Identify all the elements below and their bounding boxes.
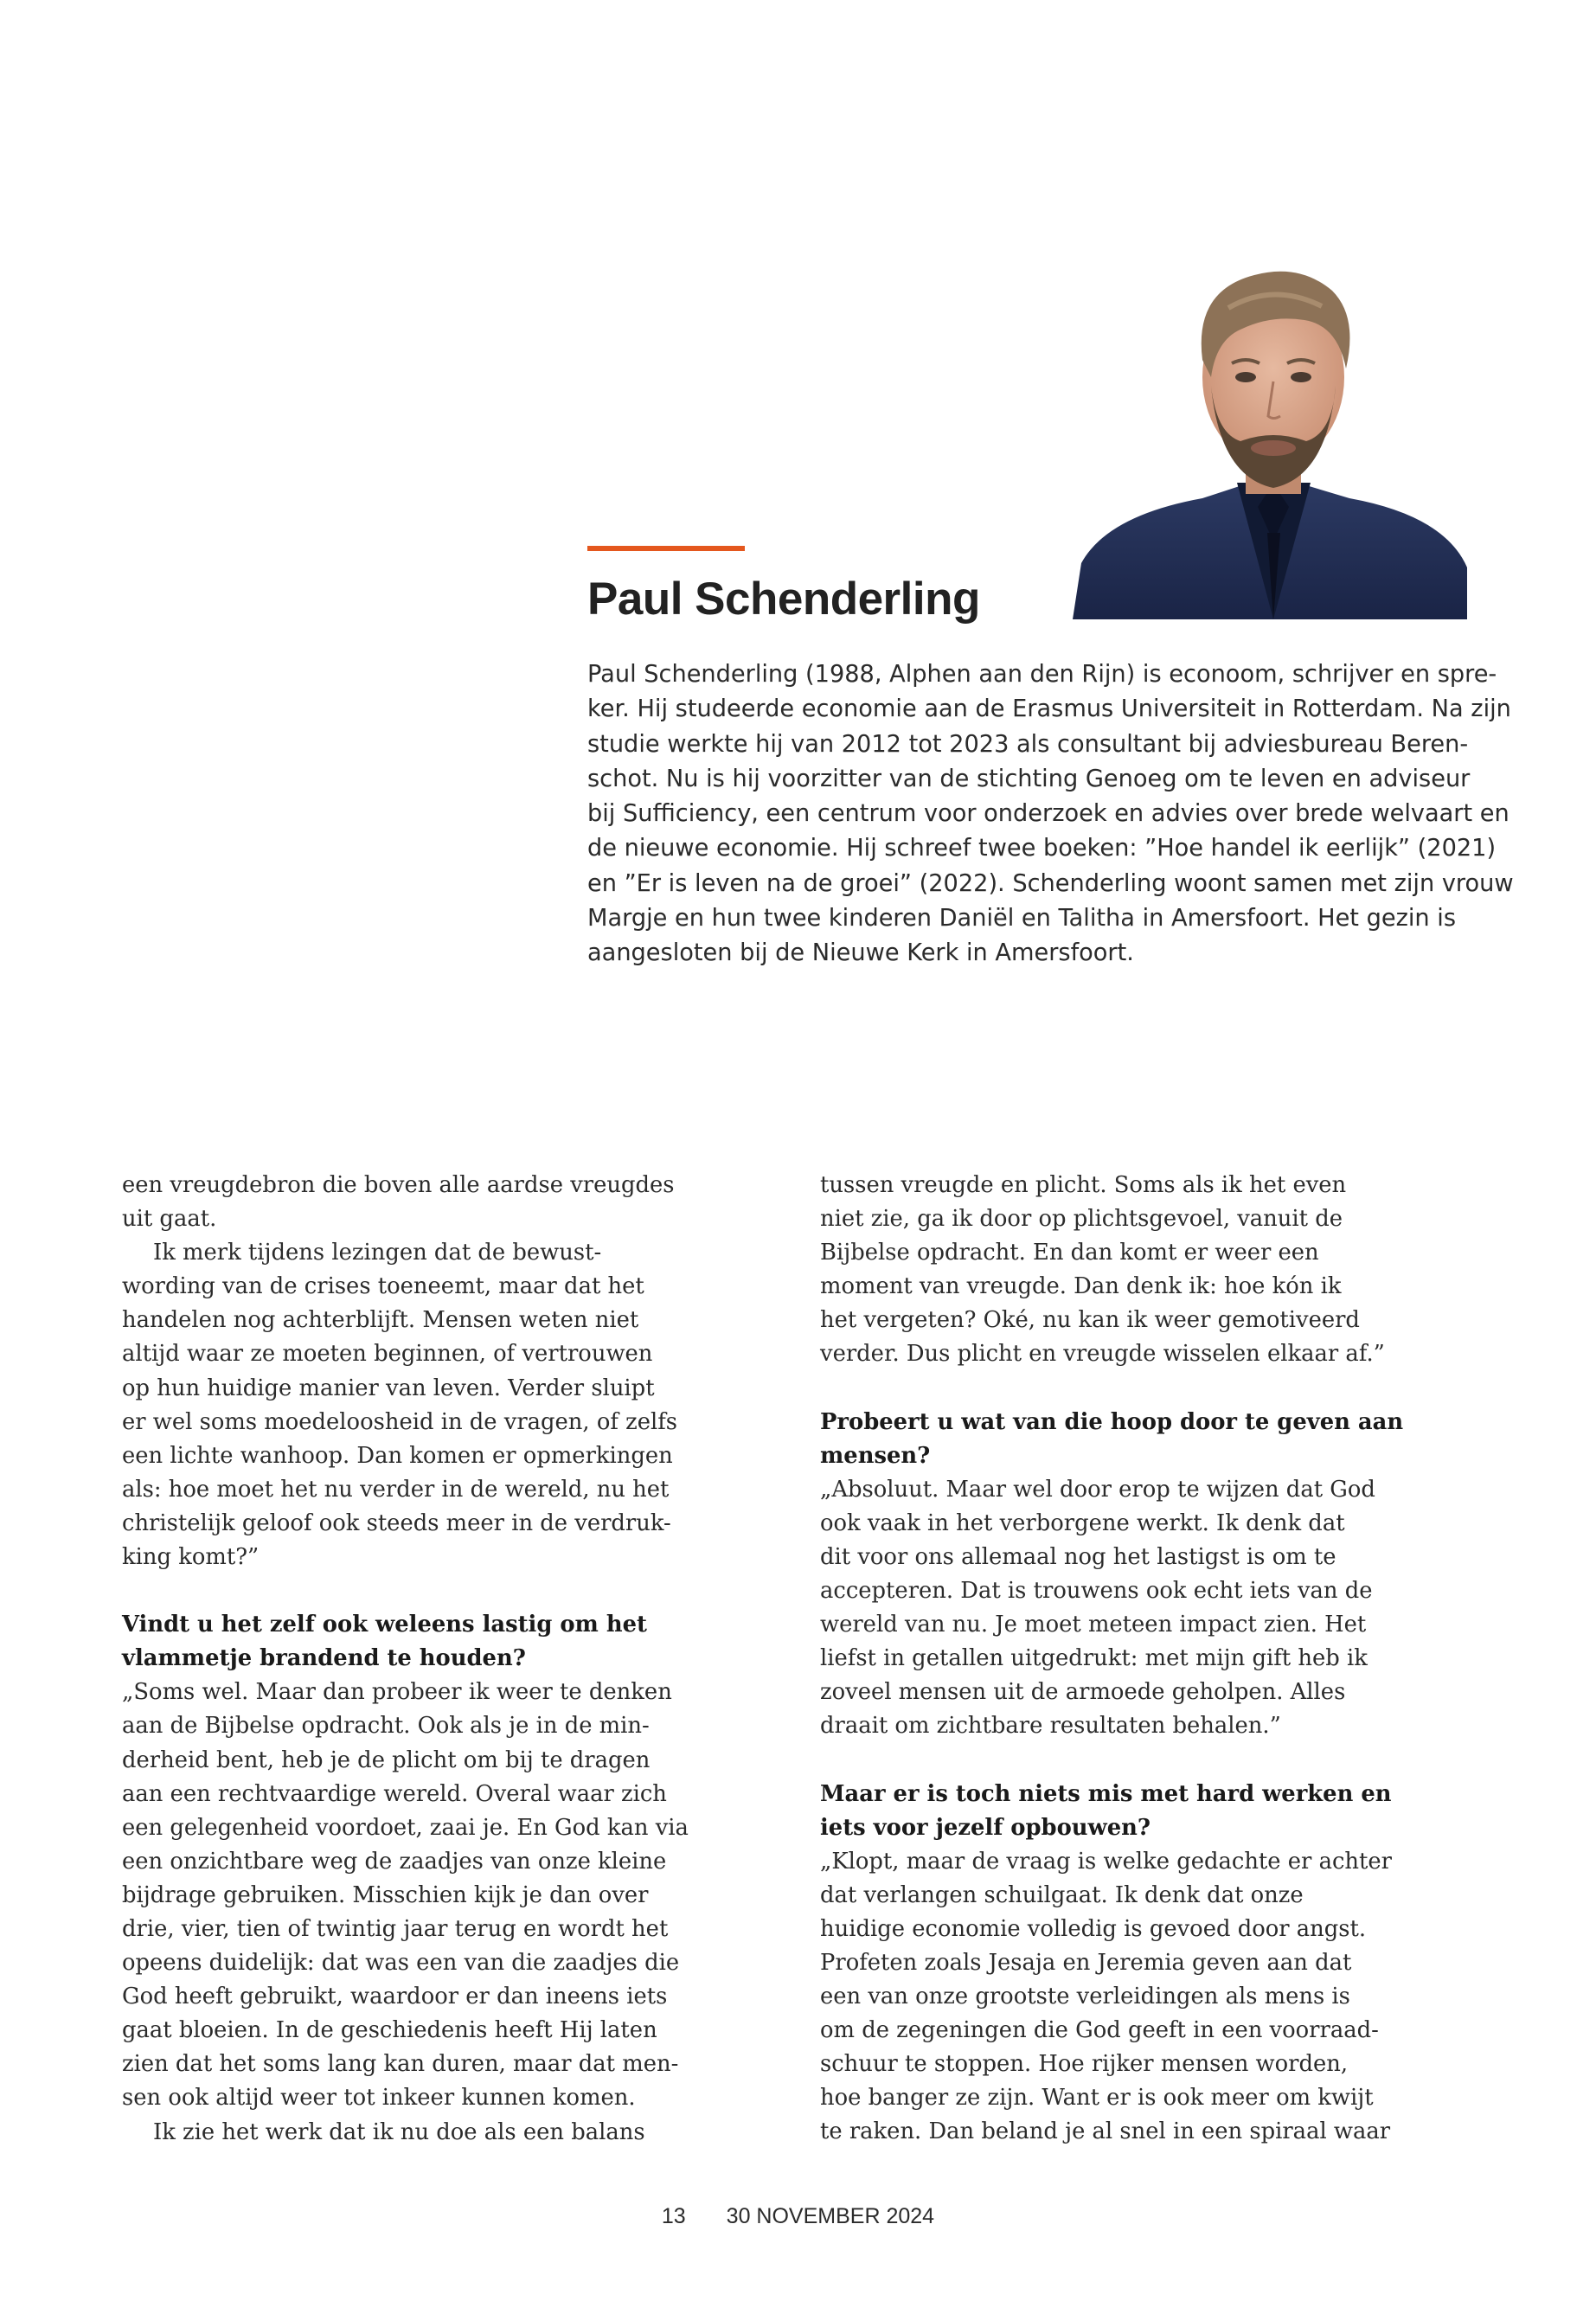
text-line: Ik merk tijdens lezingen dat de bewust- — [153, 1240, 602, 1266]
text-line: drie, vier, tien of twintig jaar terug en wordt het — [122, 1915, 669, 1942]
text-line: huidige economie volledig is gevoed door angst. — [820, 1915, 1367, 1942]
text-line: accepteren. Dat is trouwens ook echt iets van de — [820, 1578, 1373, 1605]
text-line: verder. Dus plicht en vreugde wisselen elkaar af.” — [820, 1341, 1385, 1368]
text-line: niet zie, ga ik door op plichtsgevoel, vanuit de — [820, 1206, 1343, 1233]
text-line: opeens duidelijk: dat was een van die zaadjes die — [122, 1950, 680, 1977]
text-line: een van onze grootste verleidingen als mens is — [820, 1984, 1350, 2010]
bio-name: Paul Schenderling — [587, 574, 980, 625]
text-line: moment van vreugde. Dan denk ik: hoe kón ik — [820, 1273, 1342, 1300]
text-line: aan een rechtvaardige wereld. Overal waar zich — [122, 1780, 667, 1807]
text-line: king komt?” — [122, 1544, 260, 1571]
text-line: altijd waar ze moeten beginnen, of vertrouwen — [122, 1341, 653, 1368]
bio-line: aangesloten bij de Nieuwe Kerk in Amersfoort. — [587, 939, 1134, 967]
text-line: tussen vreugde en plicht. Soms als ik het even — [820, 1172, 1347, 1198]
text-line: christelijk geloof ook steeds meer in de verdruk- — [122, 1509, 671, 1536]
text-line: handelen nog achterblijft. Mensen weten niet — [122, 1307, 639, 1334]
issue-date: 30 NOVEMBER 2024 — [726, 2204, 935, 2228]
text-line: er wel soms moedeloosheid in de vragen, of zelfs — [122, 1408, 677, 1435]
text-line: uit gaat. — [122, 1206, 217, 1233]
text-line: een lichte wanhoop. Dan komen er opmerkingen — [122, 1442, 673, 1469]
text-line: om de zegeningen die God geeft in een voorraad- — [820, 2017, 1379, 2044]
text-line: als: hoe moet het nu verder in de wereld, nu het — [122, 1476, 670, 1503]
text-line: zien dat het soms lang kan duren, maar dat men- — [122, 2051, 679, 2078]
text-line: gaat bloeien. In de geschiedenis heeft Hij laten — [122, 2017, 657, 2044]
bio-line: Margje en hun twee kinderen Daniël en Talitha in Amersfoort. Het gezin is — [587, 905, 1456, 933]
text-line: te raken. Dan beland je al snel in een spiraal waar — [820, 2118, 1391, 2145]
text-line: liefst in getallen uitgedrukt: met mijn gift heb ik — [820, 1645, 1368, 1672]
text-line: zoveel mensen uit de armoede geholpen. Alles — [820, 1679, 1346, 1706]
interview-question: vlammetje brandend te houden? — [122, 1645, 526, 1672]
bio-line: de nieuwe economie. Hij schreef twee boeken: ”Hoe handel ik eerlijk” (2021) — [587, 835, 1497, 862]
text-line: een vreugdebron die boven alle aardse vreugdes — [122, 1172, 675, 1198]
text-line: „Absoluut. Maar wel door erop te wijzen dat God — [820, 1476, 1375, 1503]
text-line: op hun huidige manier van leven. Verder sluipt — [122, 1375, 655, 1401]
text-line: bijdrage gebruiken. Misschien kijk je dan over — [122, 1881, 649, 1908]
bio-text — [587, 657, 1514, 971]
interview-question: iets voor jezelf opbouwen? — [820, 1814, 1151, 1841]
interview-question: Probeert u wat van die hoop door te geven aan — [820, 1408, 1404, 1435]
interview-question: Vindt u het zelf ook weleens lastig om het — [122, 1612, 647, 1638]
accent-rule — [587, 546, 745, 551]
page-footer — [0, 2204, 1596, 2229]
text-line: draait om zichtbare resultaten behalen.” — [820, 1713, 1281, 1740]
page-number: 13 — [661, 2204, 686, 2228]
bio-line: Paul Schenderling (1988, Alphen aan den Rijn) is econoom, schrijver en spre- — [587, 661, 1497, 688]
text-line: schuur te stoppen. Hoe rijker mensen worden, — [820, 2051, 1349, 2078]
interview-question: mensen? — [820, 1442, 931, 1469]
bio-line: ker. Hij studeerde economie aan de Erasmus Universiteit in Rotterdam. Na zijn — [587, 695, 1511, 723]
text-line: ook vaak in het verborgene werkt. Ik denk dat — [820, 1509, 1345, 1536]
text-line: dit voor ons allemaal nog het lastigst is om te — [820, 1543, 1336, 1570]
article-column-left — [122, 1169, 689, 2150]
text-line: derheid bent, heb je de plicht om bij te dragen — [122, 1747, 651, 1773]
article-column-right — [820, 1169, 1404, 2150]
text-line: Profeten zoals Jesaja en Jeremia geven aan dat — [820, 1949, 1352, 1976]
text-line: een gelegenheid voordoet, zaai je. En God kan via — [122, 1814, 689, 1841]
text-line: aan de Bijbelse opdracht. Ook als je in de min- — [122, 1713, 650, 1740]
text-line: het vergeten? Oké, nu kan ik weer gemotiveerd — [820, 1307, 1360, 1334]
text-line: wereld van nu. Je moet meteen impact zien. Het — [820, 1612, 1367, 1638]
text-line: „Klopt, maar de vraag is welke gedachte er achter — [820, 1848, 1392, 1875]
text-line: een onzichtbare weg de zaadjes van onze kleine — [122, 1848, 667, 1875]
text-line: God heeft gebruikt, waardoor er dan ineens iets — [122, 1984, 668, 2010]
text-line: Bijbelse opdracht. En dan komt er weer een — [820, 1240, 1319, 1266]
bio-line: studie werkte hij van 2012 tot 2023 als consultant bij adviesbureau Beren- — [587, 730, 1469, 758]
text-line: hoe banger ze zijn. Want er is ook meer om kwijt — [820, 2085, 1374, 2112]
bio-line: bij Sufficiency, een centrum voor onderzoek en advies over brede welvaart en — [587, 800, 1509, 828]
bio-line: en ”Er is leven na de groei” (2022). Schenderling woont samen met zijn vrouw — [587, 869, 1514, 897]
text-line: Ik zie het werk dat ik nu doe als een balans — [153, 2118, 645, 2145]
portrait-photo — [1073, 256, 1467, 619]
interview-question: Maar er is toch niets mis met hard werken en — [820, 1780, 1392, 1807]
text-line: wording van de crises toeneemt, maar dat het — [122, 1273, 644, 1300]
bio-line: schot. Nu is hij voorzitter van de stichting Genoeg om te leven en adviseur — [587, 765, 1471, 792]
text-line: sen ook altijd weer tot inkeer kunnen komen. — [122, 2085, 636, 2112]
text-line: „Soms wel. Maar dan probeer ik weer te denken — [122, 1679, 672, 1706]
text-line: dat verlangen schuilgaat. Ik denk dat onze — [820, 1881, 1304, 1908]
